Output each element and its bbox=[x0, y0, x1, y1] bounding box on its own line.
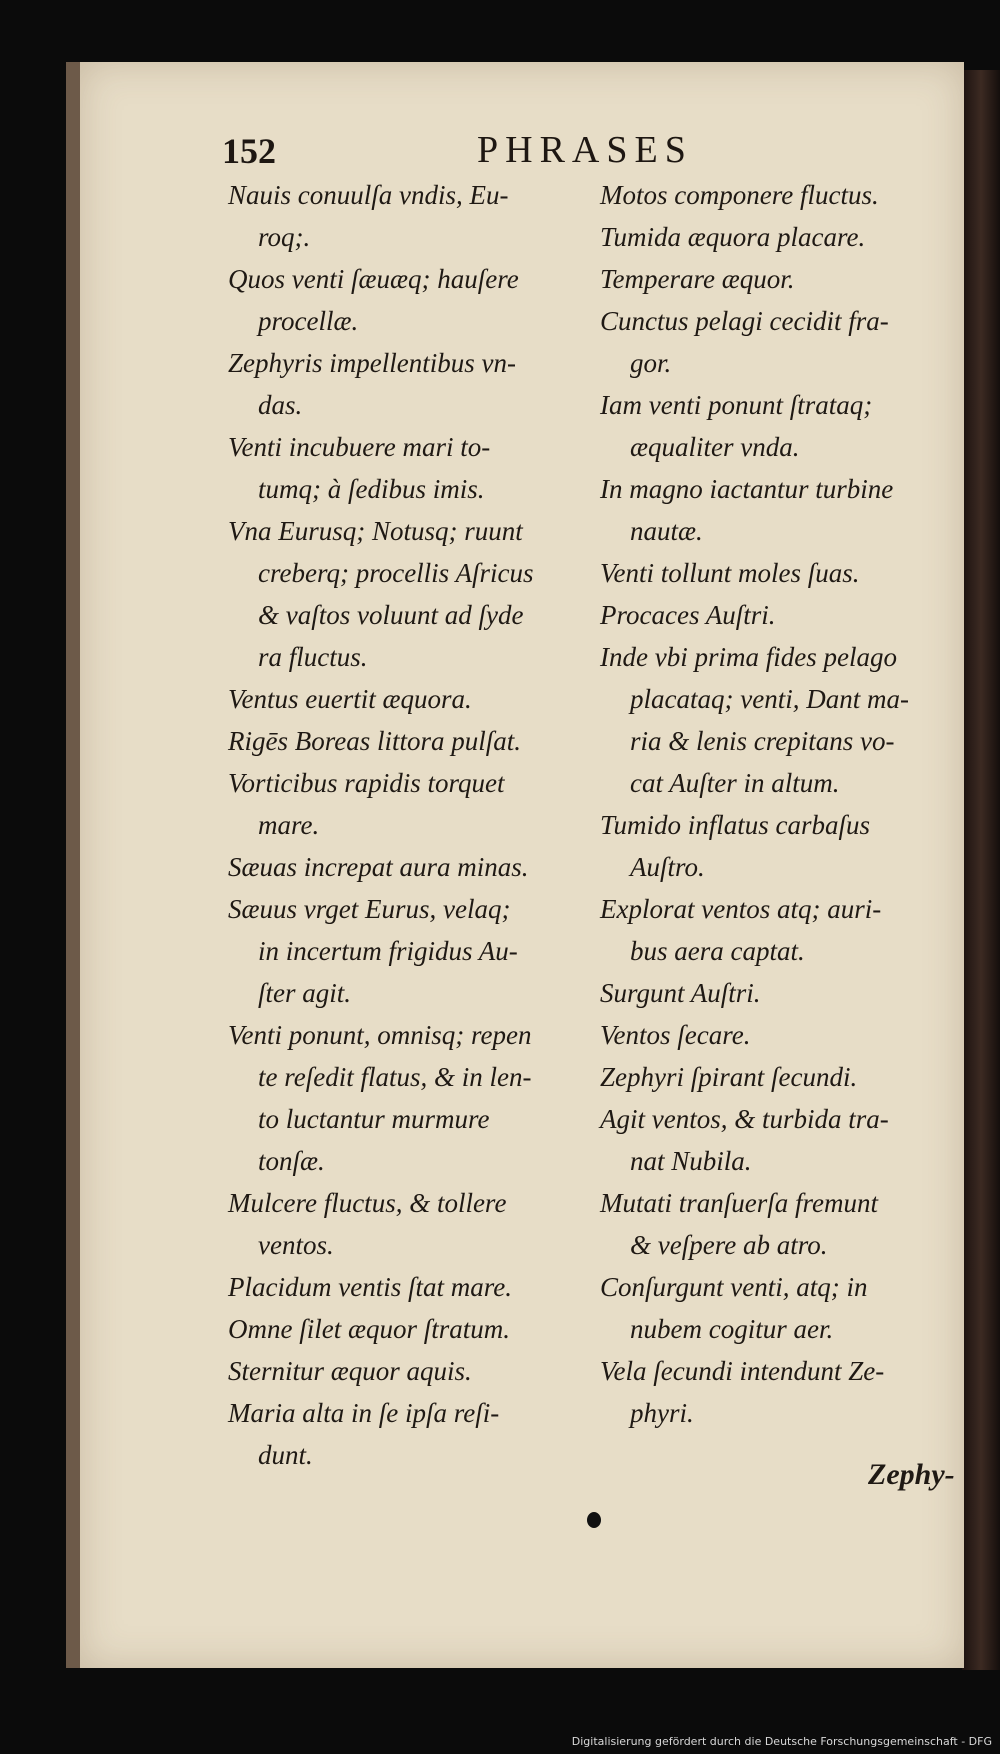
phrase-entry: Venti incubuere mari to- tumq; à ſedibus imis. bbox=[228, 432, 491, 504]
phrase-entry: Mulcere fluctus, & tollere ventos. bbox=[228, 1188, 507, 1260]
phrase-entry: Vela ſecundi intendunt Ze- phyri. bbox=[600, 1356, 885, 1428]
phrase-entry: Inde vbi prima fides pelago placataq; venti, Dant ma- ria & lenis crepitans vo- cat Auſter in altum. bbox=[600, 642, 909, 798]
phrase-entry: Tumida æquora placare. bbox=[600, 222, 866, 252]
phrase-entry: Zephyris impellentibus vn- das. bbox=[228, 348, 516, 420]
phrase-entry: Surgunt Auſtri. bbox=[600, 978, 761, 1008]
phrase-entry: Quos venti ſæuæq; hauſere procellæ. bbox=[228, 264, 519, 336]
phrase-entry: Sæuus vrget Eurus, velaq; in incertum frigidus Au- ſter agit. bbox=[228, 894, 518, 1008]
phrase-entry: Nauis conuulſa vndis, Eu- roq;. bbox=[228, 180, 509, 252]
page-header bbox=[222, 130, 922, 180]
phrase-entry: Agit ventos, & turbida tra- nat Nubila. bbox=[600, 1104, 889, 1176]
phrase-entry: Sternitur æquor aquis. bbox=[228, 1356, 472, 1386]
phrase-entry: Cunctus pelagi cecidit fra- gor. bbox=[600, 306, 889, 378]
running-title: PHRASES bbox=[477, 129, 693, 171]
phrase-entry: Venti ponunt, omnisq; repen te reſedit flatus, & in len- to luctantur murmure tonſæ. bbox=[228, 1020, 532, 1176]
phrase-entry: Omne ſilet æquor ſtratum. bbox=[228, 1314, 510, 1344]
digitization-credit: Digitalisierung gefördert durch die Deutsche Forschungsgemeinschaft - DFG bbox=[571, 1735, 992, 1748]
phrase-entry: Ventus euertit æquora. bbox=[228, 684, 472, 714]
ink-dot-ornament bbox=[587, 1512, 601, 1528]
phrase-entry: Mutati tranſuerſa fremunt & veſpere ab atro. bbox=[600, 1188, 878, 1260]
catchword: Zephy- bbox=[868, 1458, 955, 1491]
left-column bbox=[228, 174, 606, 1476]
phrase-entry: Rigēs Boreas littora pulſat. bbox=[228, 726, 521, 756]
phrase-entry: Procaces Auſtri. bbox=[600, 600, 776, 630]
phrase-entry: Tumido inflatus carbaſus Auſtro. bbox=[600, 810, 871, 882]
phrase-entry: Vorticibus rapidis torquet mare. bbox=[228, 768, 505, 840]
right-column bbox=[600, 174, 970, 1434]
phrase-entry: Sæuas increpat aura minas. bbox=[228, 852, 529, 882]
phrase-entry: Vna Eurusq; Notusq; ruunt creberq; procellis Aſricus & vaſtos voluunt ad ſyde ra fluctus. bbox=[228, 516, 534, 672]
phrase-entry: Temperare æquor. bbox=[600, 264, 795, 294]
phrase-entry: Venti tollunt moles ſuas. bbox=[600, 558, 860, 588]
page-number: 152 bbox=[222, 131, 276, 171]
phrase-entry: Ventos ſecare. bbox=[600, 1020, 751, 1050]
phrase-entry: In magno iactantur turbine nautæ. bbox=[600, 474, 894, 546]
phrase-entry: Explorat ventos atq; auri- bus aera captat. bbox=[600, 894, 882, 966]
phrase-entry: Zephyri ſpirant ſecundi. bbox=[600, 1062, 858, 1092]
phrase-entry: Placidum ventis ſtat mare. bbox=[228, 1272, 512, 1302]
phrase-entry: Maria alta in ſe ipſa reſi- dunt. bbox=[228, 1398, 500, 1470]
phrase-entry: Motos componere fluctus. bbox=[600, 180, 879, 210]
phrase-entry: Conſurgunt venti, atq; in nubem cogitur aer. bbox=[600, 1272, 868, 1344]
phrase-entry: Iam venti ponunt ſtrataq; æqualiter vnda. bbox=[600, 390, 873, 462]
